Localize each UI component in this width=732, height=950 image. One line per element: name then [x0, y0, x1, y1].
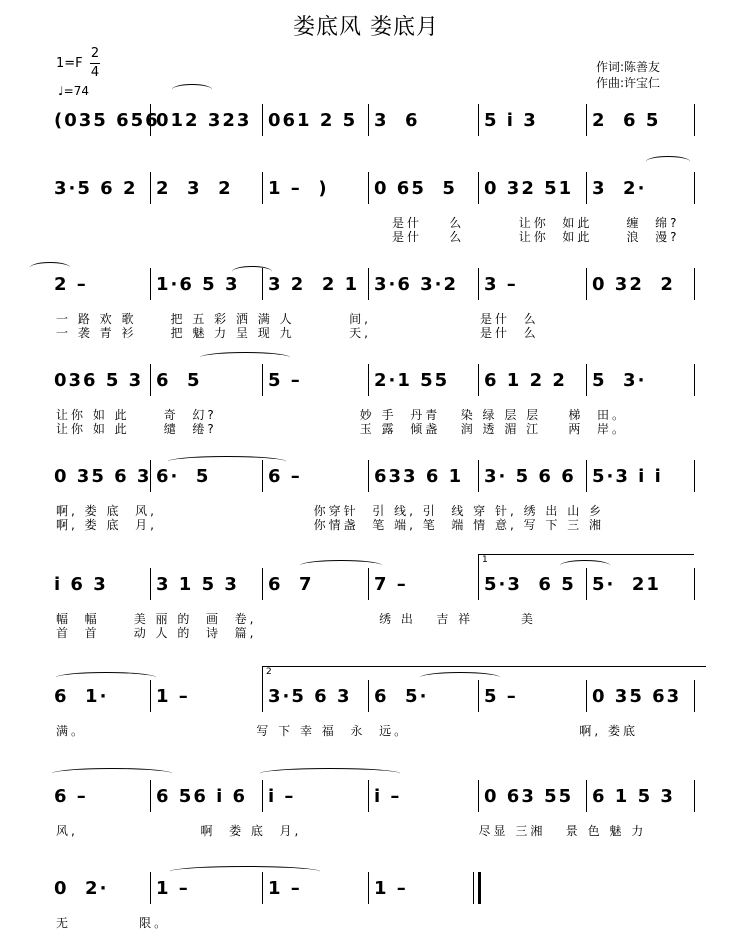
bar-line — [586, 460, 587, 492]
bar-line — [478, 568, 479, 600]
bar-line — [478, 172, 479, 204]
bar-line — [368, 872, 369, 904]
slur-arc — [646, 156, 690, 167]
lyric-line: 啊, 娄 底 风, 你穿针 引 线, 引 线 穿 针, 绣 出 山 乡 — [56, 504, 605, 518]
measure-notes: 1 – — [156, 686, 190, 707]
measure-notes: 3 1 5 3 — [156, 574, 239, 595]
measure-notes: 6 1 2 2 — [484, 370, 567, 391]
song-title: 娄底风 娄底月 — [293, 15, 439, 40]
bar-line — [478, 268, 479, 300]
bar-line — [694, 172, 695, 204]
measure-notes: 7 – — [374, 574, 408, 595]
bar-line — [150, 872, 151, 904]
measure-notes: 5· 21 — [592, 574, 661, 595]
bar-line — [586, 568, 587, 600]
bar-line — [586, 680, 587, 712]
measure-notes: 633 6 1 — [374, 466, 464, 487]
bar-line — [586, 364, 587, 396]
slur-arc — [232, 266, 272, 277]
lyric-line: 一 路 欢 歌 把 五 彩 洒 满 人 间, 是什 么 — [56, 312, 539, 326]
measure-notes: 3·6 3·2 — [374, 274, 459, 295]
measure-notes: 0 32 51 — [484, 178, 574, 199]
measure-notes: 6 5· — [374, 686, 429, 707]
measure-notes: 0 2· — [54, 878, 109, 899]
measure-notes: 5·3 6 5 — [484, 574, 576, 595]
measure-notes: 3 6 — [374, 110, 420, 131]
bar-line — [150, 364, 151, 396]
bar-line — [586, 780, 587, 812]
measure-notes: 0 32 2 — [592, 274, 675, 295]
measure-notes: 2 6 5 — [592, 110, 661, 131]
measure-notes: i 6 3 — [54, 574, 108, 595]
lyric-line: 让你 如 此 缱 绻? 玉 露 倾盏 润 透 湄 江 两 岸。 — [56, 422, 628, 436]
tempo-marking: ♩=74 — [58, 84, 89, 98]
measure-notes: 1 – — [374, 878, 408, 899]
bar-line — [262, 104, 263, 136]
time-signature-bottom: 4 — [90, 65, 100, 80]
bar-line — [586, 104, 587, 136]
measure-notes: 0 35 63 — [592, 686, 682, 707]
slur-arc — [172, 84, 212, 95]
measure-notes: 6· 5 — [156, 466, 211, 487]
lyric-line: 啊, 娄 底 月, 你情盏 笔 端, 笔 端 情 意, 写 下 三 湘 — [56, 518, 605, 532]
measure-notes: 061 2 5 — [268, 110, 358, 131]
volta-bracket: 2 — [262, 666, 706, 681]
measure-notes: 6 1 5 3 — [592, 786, 675, 807]
bar-line — [694, 364, 695, 396]
composer-credit: 作曲:许宝仁 — [596, 76, 661, 90]
bar-line — [694, 268, 695, 300]
measure-notes: 3· 5 6 6 — [484, 466, 576, 487]
bar-line — [368, 104, 369, 136]
bar-line — [368, 568, 369, 600]
measure-notes: 6 56 i 6 — [156, 786, 248, 807]
bar-line — [694, 460, 695, 492]
bar-line — [478, 780, 479, 812]
key-signature: 1=F — [56, 56, 83, 71]
bar-line — [262, 568, 263, 600]
measure-notes: 036 5 3 — [54, 370, 144, 391]
measure-notes: 3·5 6 2 — [54, 178, 138, 199]
slur-arc — [168, 456, 286, 467]
time-signature-top: 2 — [90, 46, 100, 61]
measure-notes: 1 – ) — [268, 178, 329, 199]
measure-notes: 2 – — [54, 274, 88, 295]
slur-arc — [420, 672, 500, 683]
final-bar-line — [473, 872, 474, 904]
lyric-line: 让你 如 此 奇 幻? 妙 手 丹青 染 绿 层 层 梯 田。 — [56, 408, 628, 422]
bar-line — [694, 780, 695, 812]
bar-line — [478, 680, 479, 712]
bar-line — [262, 172, 263, 204]
slur-arc — [260, 768, 400, 779]
measure-notes: 1·6 5 3 — [156, 274, 240, 295]
lyric-line: 一 袭 青 衫 把 魅 力 呈 现 九 天, 是什 么 — [56, 326, 539, 340]
bar-line — [368, 780, 369, 812]
bar-line — [368, 460, 369, 492]
bar-line — [150, 568, 151, 600]
measure-notes: 3·5 6 3 — [268, 686, 352, 707]
measure-notes: 012 323 — [156, 110, 252, 131]
bar-line — [262, 364, 263, 396]
measure-notes: 5·3 i i — [592, 466, 663, 487]
bar-line — [694, 568, 695, 600]
slur-arc — [560, 560, 610, 571]
bar-line — [586, 172, 587, 204]
measure-notes: 6 7 — [268, 574, 314, 595]
bar-line — [150, 268, 151, 300]
bar-line — [262, 680, 263, 712]
measure-notes: 6 1· — [54, 686, 109, 707]
lyric-line: 幅 幅 美 丽 的 画 卷, 绣 出 吉 祥 美 — [56, 612, 536, 626]
slur-arc — [30, 262, 70, 273]
measure-notes: i – — [374, 786, 402, 807]
bar-line — [478, 872, 481, 904]
measure-notes: 5 i 3 — [484, 110, 538, 131]
slur-arc — [300, 560, 382, 571]
bar-line — [262, 780, 263, 812]
measure-notes: 2 3 2 — [156, 178, 233, 199]
bar-line — [150, 780, 151, 812]
measure-notes: 5 – — [484, 686, 518, 707]
slur-arc — [52, 768, 172, 779]
bar-line — [478, 104, 479, 136]
bar-line — [694, 680, 695, 712]
bar-line — [478, 460, 479, 492]
measure-notes: 0 65 5 — [374, 178, 457, 199]
measure-notes: 1 – — [156, 878, 190, 899]
lyric-line: 满。 写 下 幸 福 永 远。 啊, 娄底 — [56, 724, 639, 738]
measure-notes: 3 2· — [592, 178, 647, 199]
measure-notes: 6 5 — [156, 370, 202, 391]
bar-line — [150, 172, 151, 204]
measure-notes: 3 – — [484, 274, 518, 295]
time-signature — [90, 46, 100, 81]
slur-arc — [200, 352, 290, 363]
measure-notes: 5 3· — [592, 370, 647, 391]
bar-line — [368, 364, 369, 396]
lyricist-credit: 作词:陈善友 — [596, 60, 661, 74]
measure-notes: 5 – — [268, 370, 302, 391]
measure-notes: 3 2 2 1 — [268, 274, 360, 295]
bar-line — [150, 680, 151, 712]
bar-line — [368, 680, 369, 712]
lyric-line: 无 限。 — [56, 916, 170, 930]
measure-notes: (035 656 — [54, 110, 160, 131]
lyric-line: 首 首 动 人 的 诗 篇, — [56, 626, 257, 640]
bar-line — [368, 172, 369, 204]
measure-notes: i – — [268, 786, 296, 807]
measure-notes: 6 – — [268, 466, 302, 487]
slur-arc — [56, 672, 156, 683]
measure-notes: 1 – — [268, 878, 302, 899]
bar-line — [586, 268, 587, 300]
measure-notes: 6 – — [54, 786, 88, 807]
measure-notes: 2·1 55 — [374, 370, 450, 391]
lyric-line: 风, 啊 娄 底 月, 尽显 三湘 景 色 魅 力 — [56, 824, 647, 838]
volta-bracket: 1 — [478, 554, 694, 569]
lyric-line: 是什 么 让你 如此 缠 绵? — [392, 216, 680, 230]
bar-line — [694, 104, 695, 136]
measure-notes: 0 35 6 3 — [54, 466, 152, 487]
slur-arc — [170, 866, 320, 877]
bar-line — [478, 364, 479, 396]
measure-notes: 0 63 55 — [484, 786, 574, 807]
bar-line — [368, 268, 369, 300]
lyric-line: 是什 么 让你 如此 浪 漫? — [392, 230, 680, 244]
